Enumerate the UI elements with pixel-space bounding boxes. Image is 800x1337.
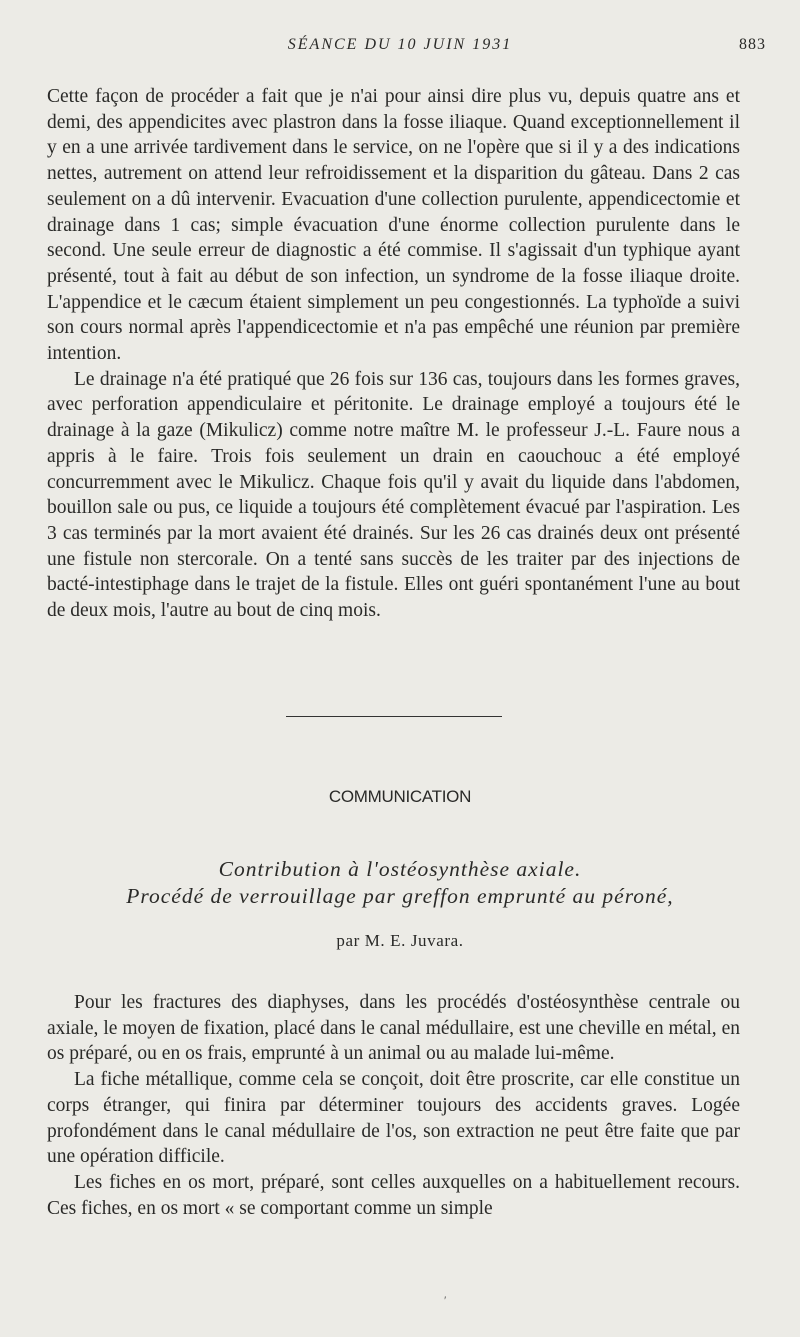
page-number: 883 [739, 36, 766, 53]
section-heading: COMMUNICATION [328, 787, 472, 806]
article-title-line-1: Contribution à l'ostéosynthèse axiale. [218, 857, 582, 881]
paragraph: Pour les fractures des diaphyses, dans les procédés d'ostéosynthèse centrale ou axiale, le moyen de fixation, placé dans le canal médullaire, est une cheville en métal, en os préparé, ou en os frais, emprunté à un animal ou au malade lui-même. [47, 992, 740, 1065]
paragraph: Le drainage n'a été pratiqué que 26 fois sur 136 cas, toujours dans les formes graves, avec perforation appendiculaire et péritonite. Le drainage employé a toujours été le drainage à la gaze (Mikulicz) comme notre maître M. le professeur J.-L. Faure nous a appris à le faire. Trois fois seulement un drain en caouchouc a été employé concurremment avec le Mikulicz. Chaque fois qu'il y avait du liquide dans l'abdomen, bouillon sale ou pus, ce liquide a toujours été complètement évacué par l'aspiration. Les 3 cas terminés par la mort avaient été drainés. Sur les 26 cas drainés deux ont présenté une fistule non stercorale. On a tenté sans succès de les traiter par des injections de bacté-intestiphage dans le trajet de la fistule. Elles ont guéri spontanément l'une au bout de deux mois, l'autre au bout de cinq mois. [47, 368, 740, 622]
section-divider [286, 716, 502, 717]
paragraph: La fiche métallique, comme cela se conçoit, doit être proscrite, car elle constitue un corps étranger, qui finira par déterminer toujours des accidents graves. Logée profondément dans le canal médullaire de l'os, son extraction ne peut être faite que par une opération difficile. [47, 1069, 740, 1168]
body-text-bottom [47, 990, 740, 1221]
running-title: SÉANCE DU 10 JUIN 1931 [287, 36, 513, 53]
author-byline: par M. E. Juvara. [336, 931, 464, 950]
paragraph: Les fiches en os mort, préparé, sont celles auxquelles on a habituellement recours. Ces fiches, en os mort « se comportant comme un simple [47, 1171, 740, 1219]
article-title [40, 856, 760, 910]
running-header [0, 36, 800, 60]
body-text-top [47, 84, 740, 624]
stray-mark: ′ [444, 1293, 447, 1307]
article-title-line-2: Procédé de verrouillage par greffon emprunté au péroné, [126, 884, 674, 908]
paragraph: Cette façon de procéder a fait que je n'ai pour ainsi dire plus vu, depuis quatre ans et demi, des appendicites avec plastron dans la fosse iliaque. Quand exceptionnellement il y en a une arrivée tardivement dans le service, on ne l'opère que si il y a des indications nettes, autrement on attend leur refroidissement et la disparition du gâteau. Dans 2 cas seulement on a dû intervenir. Evacuation d'une collection purulente, appendicectomie et drainage dans 1 cas; simple évacuation d'une énorme collection purulente dans le second. Une seule erreur de diagnostic a été commise. Il s'agissait d'un typhique ayant présenté, tout à fait au début de son infection, un syndrome de la fosse iliaque droite. L'appendice et le cæcum étaient simplement un peu congestionnés. La typhoïde a suivi son cours normal après l'appendicectomie et n'a pas empêché une réunion par première intention. [47, 86, 740, 365]
